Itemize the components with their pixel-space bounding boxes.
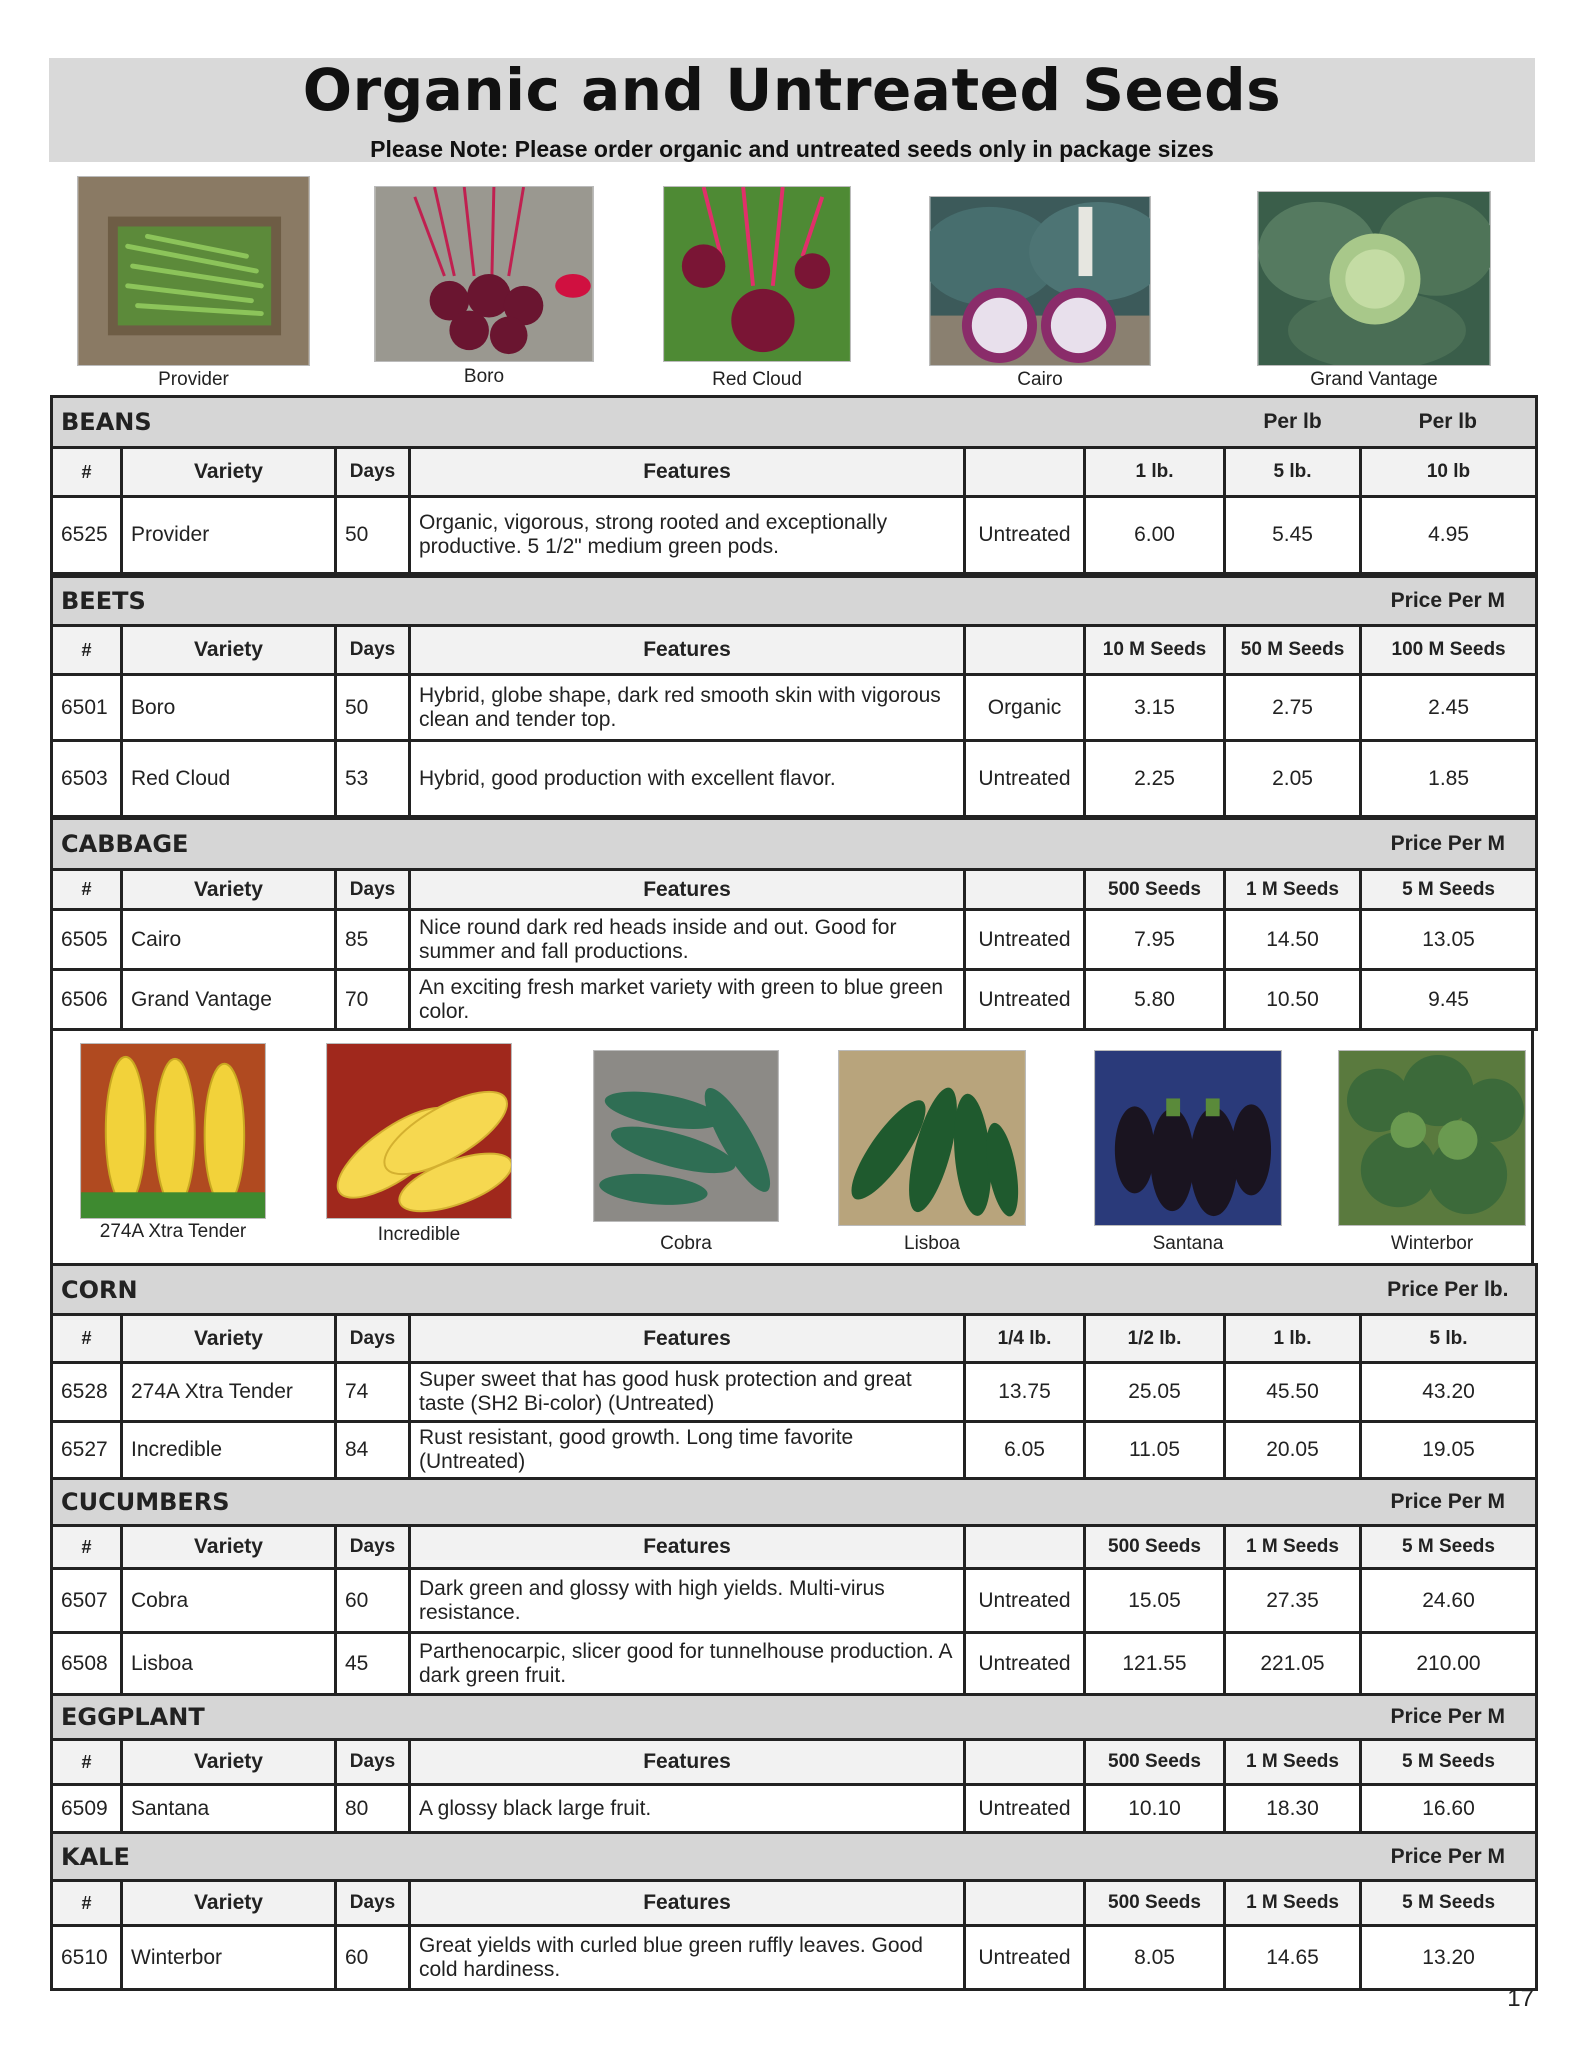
price: 6.00 [1085,497,1225,574]
col-header: 10 lb [1361,448,1537,497]
table-row [52,741,1537,817]
col-header: Variety [122,626,336,675]
price: 2.75 [1225,675,1361,741]
col-header [965,870,1085,910]
col-header: Variety [122,870,336,910]
price: 10.50 [1225,970,1361,1030]
days: 70 [336,970,410,1030]
treatment: Untreated [965,1926,1085,1990]
table-row [52,1633,1537,1696]
col-header: 1 lb. [1085,448,1225,497]
price: 5.45 [1225,497,1361,574]
col-header: 500 Seeds [1085,1526,1225,1569]
price-label: Price Per M [1361,819,1537,870]
col-header: # [52,1881,122,1926]
category-name: EGGPLANT [61,1703,205,1731]
col-header: # [52,1315,122,1363]
variety: Incredible [122,1422,336,1479]
col-header: 5 M Seeds [1361,1740,1537,1785]
item-number: 6528 [52,1363,122,1422]
table-row [52,497,1537,574]
col-header: Features [410,1881,965,1926]
features: Hybrid, globe shape, dark red smooth skin with vigorous clean and tender top. [410,675,965,741]
page-number: 17 [1507,1985,1534,2012]
features: Parthenocarpic, slicer good for tunnelhouse production. A dark green fruit. [410,1633,965,1696]
price: 1.85 [1361,741,1537,817]
col-header: 50 M Seeds [1225,626,1361,675]
col-header: 1 M Seeds [1225,1881,1361,1926]
days: 74 [336,1363,410,1422]
days: 85 [336,910,410,970]
price: 14.50 [1225,910,1361,970]
price: 121.55 [1085,1633,1225,1696]
price: 210.00 [1361,1633,1537,1696]
features: Dark green and glossy with high yields. Multi-virus resistance. [410,1569,965,1633]
features: Organic, vigorous, strong rooted and exceptionally productive. 5 1/2" medium green pods. [410,497,965,574]
col-header: # [52,626,122,675]
photo-caption: Cairo [1017,369,1063,390]
boro-photo [374,186,594,362]
variety: Cobra [122,1569,336,1633]
col-header: Features [410,1315,965,1363]
price: 221.05 [1225,1633,1361,1696]
col-header: Features [410,870,965,910]
variety: Red Cloud [122,741,336,817]
price: 24.60 [1361,1569,1537,1633]
price: 19.05 [1361,1422,1537,1479]
table-row [52,1785,1537,1833]
photo-caption: Grand Vantage [1310,369,1438,390]
price-label: Price Per M [1361,1833,1537,1881]
xtra-tender-photo [80,1043,266,1219]
days: 60 [336,1569,410,1633]
col-header: Features [410,1740,965,1785]
col-header: # [52,1526,122,1569]
item-number: 6527 [52,1422,122,1479]
col-header: Days [336,1740,410,1785]
beans-section [50,395,1538,575]
price: 8.05 [1085,1926,1225,1990]
features: Super sweet that has good husk protection and great taste (SH2 Bi-color) (Untreated) [410,1363,965,1422]
days: 45 [336,1633,410,1696]
price: 16.60 [1361,1785,1537,1833]
category-name: BEANS [61,408,152,436]
page-header [49,58,1535,162]
cabbage-section [50,817,1538,1031]
col-header [965,1740,1085,1785]
photo-caption: Winterbor [1390,1233,1474,1254]
photo-caption: Red Cloud [712,369,802,390]
table-row [52,910,1537,970]
col-header: # [52,870,122,910]
col-header: 5 M Seeds [1361,870,1537,910]
price: 7.95 [1085,910,1225,970]
variety: Provider [122,497,336,574]
col-header: # [52,448,122,497]
photo-caption: Provider [158,369,229,390]
price: 2.25 [1085,741,1225,817]
price: 5.80 [1085,970,1225,1030]
treatment: Untreated [965,1569,1085,1633]
photo-caption: 274A Xtra Tender [99,1221,247,1242]
price: 13.20 [1361,1926,1537,1990]
lisboa-photo [838,1050,1026,1226]
col-header: 100 M Seeds [1361,626,1537,675]
photo-caption: Incredible [377,1224,461,1245]
incredible-photo [326,1043,512,1219]
item-number: 6506 [52,970,122,1030]
table-row [52,1422,1537,1479]
table-row [52,1569,1537,1633]
col-header: 500 Seeds [1085,870,1225,910]
price-label: Price Per M [1361,577,1537,626]
col-header: Variety [122,448,336,497]
photo-caption: Lisboa [904,1233,960,1254]
eggplant-section [50,1693,1538,1834]
days: 50 [336,675,410,741]
col-header: Variety [122,1881,336,1926]
variety: Winterbor [122,1926,336,1990]
col-header: Features [410,448,965,497]
item-number: 6505 [52,910,122,970]
page-title: Organic and Untreated Seeds [302,56,1282,124]
col-header: Days [336,626,410,675]
price: 43.20 [1361,1363,1537,1422]
treatment: Untreated [965,741,1085,817]
treatment: Untreated [965,497,1085,574]
variety: Grand Vantage [122,970,336,1030]
cairo-photo [929,196,1151,366]
col-header: Variety [122,1740,336,1785]
order-note: Please Note: Please order organic and untreated seeds only in package sizes [370,136,1214,162]
days: 80 [336,1785,410,1833]
item-number: 6508 [52,1633,122,1696]
item-number: 6510 [52,1926,122,1990]
price: 10.10 [1085,1785,1225,1833]
col-header: Days [336,870,410,910]
category-name: CABBAGE [61,830,189,858]
treatment: Organic [965,675,1085,741]
col-header: 5 lb. [1361,1315,1537,1363]
price: 9.45 [1361,970,1537,1030]
col-header: 5 M Seeds [1361,1526,1537,1569]
price: 13.05 [1361,910,1537,970]
table-row [52,1363,1537,1422]
price: 15.05 [1085,1569,1225,1633]
variety: Lisboa [122,1633,336,1696]
col-header: 1/4 lb. [965,1315,1085,1363]
col-header [965,1526,1085,1569]
photo-row-middle [50,1028,1534,1263]
treatment: Untreated [965,1785,1085,1833]
days: 50 [336,497,410,574]
features: Rust resistant, good growth. Long time favorite (Untreated) [410,1422,965,1479]
beets-section [50,575,1538,818]
category-name: CUCUMBERS [61,1488,230,1516]
col-header: Days [336,1526,410,1569]
winterbor-photo [1338,1050,1526,1226]
days: 60 [336,1926,410,1990]
cobra-photo [593,1050,779,1222]
photo-caption: Boro [463,366,505,387]
table-row [52,970,1537,1030]
col-header: Days [336,1881,410,1926]
price-label: Per lb [1361,397,1537,448]
treatment: Untreated [965,1633,1085,1696]
price: 14.65 [1225,1926,1361,1990]
col-header: 500 Seeds [1085,1881,1225,1926]
features: Nice round dark red heads inside and out. Good for summer and fall productions. [410,910,965,970]
variety: 274A Xtra Tender [122,1363,336,1422]
price: 2.05 [1225,741,1361,817]
variety: Boro [122,675,336,741]
treatment: Untreated [965,970,1085,1030]
features: Great yields with curled blue green ruffly leaves. Good cold hardiness. [410,1926,965,1990]
variety: Santana [122,1785,336,1833]
price-label: Per lb [1225,397,1361,448]
col-header: 1 M Seeds [1225,1526,1361,1569]
corn-section [50,1263,1538,1480]
col-header [965,1881,1085,1926]
price-label: Price Per M [1361,1479,1537,1526]
price: 3.15 [1085,675,1225,741]
santana-photo [1094,1050,1282,1226]
col-header: Variety [122,1526,336,1569]
col-header: 10 M Seeds [1085,626,1225,675]
col-header: 5 lb. [1225,448,1361,497]
price: 2.45 [1361,675,1537,741]
price: 25.05 [1085,1363,1225,1422]
days: 84 [336,1422,410,1479]
category-name: BEETS [61,587,146,615]
item-number: 6509 [52,1785,122,1833]
price: 45.50 [1225,1363,1361,1422]
table-row [52,675,1537,741]
col-header: 1 M Seeds [1225,870,1361,910]
features: A glossy black large fruit. [410,1785,965,1833]
features: Hybrid, good production with excellent flavor. [410,741,965,817]
price: 6.05 [965,1422,1085,1479]
col-header: 500 Seeds [1085,1740,1225,1785]
item-number: 6503 [52,741,122,817]
price: 13.75 [965,1363,1085,1422]
col-header: # [52,1740,122,1785]
grand-vantage-photo [1257,191,1491,366]
photo-caption: Santana [1152,1233,1224,1254]
item-number: 6507 [52,1569,122,1633]
price: 4.95 [1361,497,1537,574]
table-row [52,1926,1537,1990]
features: An exciting fresh market variety with green to blue green color. [410,970,965,1030]
days: 53 [336,741,410,817]
col-header: Variety [122,1315,336,1363]
provider-photo [77,176,310,366]
treatment: Untreated [965,910,1085,970]
col-header [965,448,1085,497]
price-label: Price Per M [1361,1695,1537,1740]
col-header: Days [336,448,410,497]
price: 18.30 [1225,1785,1361,1833]
col-header: 5 M Seeds [1361,1881,1537,1926]
price-label: Price Per lb. [1361,1265,1537,1315]
price: 27.35 [1225,1569,1361,1633]
col-header: Days [336,1315,410,1363]
col-header: Features [410,1526,965,1569]
photo-caption: Cobra [660,1233,712,1254]
variety: Cairo [122,910,336,970]
item-number: 6501 [52,675,122,741]
red-cloud-photo [663,186,851,362]
price: 20.05 [1225,1422,1361,1479]
col-header: 1/2 lb. [1085,1315,1225,1363]
col-header: 1 lb. [1225,1315,1361,1363]
item-number: 6525 [52,497,122,574]
category-name: CORN [61,1275,138,1304]
col-header: Features [410,626,965,675]
col-header: 1 M Seeds [1225,1740,1361,1785]
category-name: KALE [61,1842,130,1871]
price: 11.05 [1085,1422,1225,1479]
cucumbers-section [50,1477,1538,1697]
col-header [965,626,1085,675]
kale-section [50,1831,1538,1991]
